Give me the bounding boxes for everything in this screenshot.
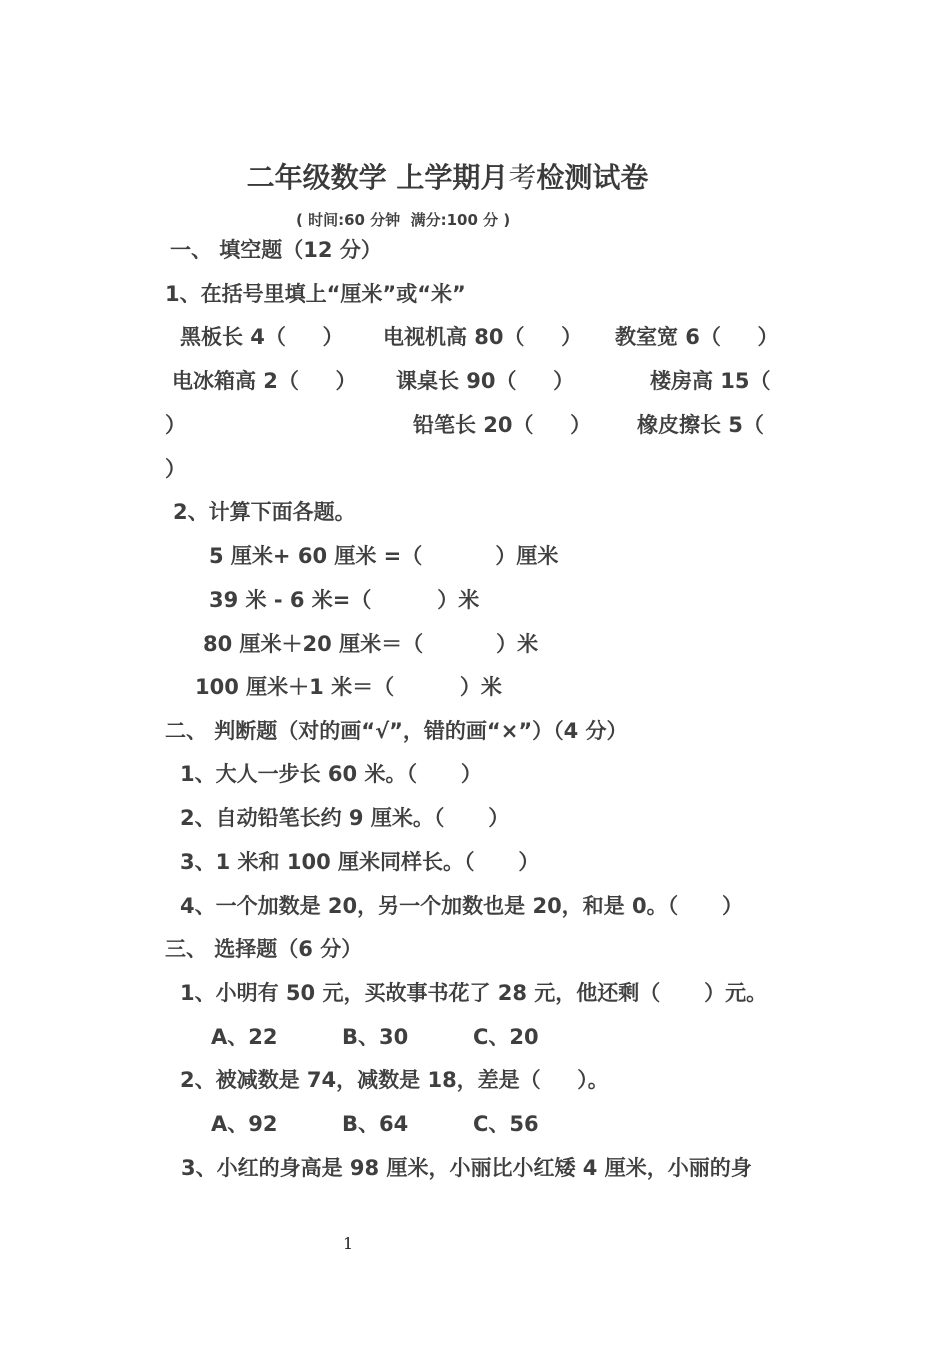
judge-item: 4、一个加数是 20，另一个加数也是 20，和是 0。（ ） <box>180 894 743 918</box>
judge-item: 3、1 米和 100 厘米同样长。（ ） <box>180 850 540 874</box>
judge-item: 2、自动铅笔长约 9 厘米。（ ） <box>180 806 510 830</box>
choice-option: B、64 <box>342 1112 409 1136</box>
fill-item: 课桌长 90（ ） <box>396 369 575 393</box>
section-3-heading: 三、 选择题（6 分） <box>165 937 363 961</box>
fill-item: 教室宽 6（ ） <box>615 325 779 349</box>
choice-question: 2、被减数是 74，减数是 18，差是（ ）。 <box>180 1068 609 1092</box>
section-2-heading: 二、 判断题（对的画“√”，错的画“×”）（4 分） <box>165 719 628 743</box>
calc-item: 39 米 - 6 米=（ ）米 <box>209 588 480 612</box>
fill-item: ） <box>165 457 186 481</box>
page-title <box>0 160 895 196</box>
fill-item: 橡皮擦长 5（ <box>637 413 764 437</box>
calc-item: 80 厘米＋20 厘米＝（ ）米 <box>203 632 539 656</box>
fill-item: 铅笔长 20（ ） <box>413 413 592 437</box>
choice-question: 3、小红的身高是 98 厘米，小丽比小红矮 4 厘米，小丽的身 <box>181 1156 752 1180</box>
choice-option: B、30 <box>342 1025 409 1049</box>
fill-item: 楼房高 15（ <box>650 369 771 393</box>
exam-subtitle: ( 时间:60 分钟 满分:100 分 ) <box>296 211 511 229</box>
choice-question: 1、小明有 50 元，买故事书花了 28 元，他还剩（ ）元。 <box>180 981 768 1005</box>
choice-option: C、56 <box>473 1112 539 1136</box>
section-1-heading: 一、 填空题（12 分） <box>170 238 382 262</box>
fill-item: ） <box>165 413 186 437</box>
title-part-1: 二年级数学 上学期月 <box>246 161 509 194</box>
choice-option: A、22 <box>211 1025 278 1049</box>
section-1-q2-prompt: 2、计算下面各题。 <box>173 500 356 524</box>
title-part-3: 检测试卷 <box>536 161 649 194</box>
page-number: 1 <box>343 1234 354 1253</box>
title-part-2: 考 <box>508 161 537 194</box>
choice-option: A、92 <box>211 1112 278 1136</box>
judge-item: 1、大人一步长 60 米。（ ） <box>180 762 482 786</box>
calc-item: 100 厘米＋1 米＝（ ）米 <box>195 675 502 699</box>
section-1-q1-prompt: 1、在括号里填上“厘米”或“米” <box>165 282 466 306</box>
calc-item: 5 厘米+ 60 厘米 =（ ）厘米 <box>209 544 559 568</box>
choice-option: C、20 <box>473 1025 539 1049</box>
fill-item: 黑板长 4（ ） <box>180 325 344 349</box>
fill-item: 电冰箱高 2（ ） <box>172 369 357 393</box>
fill-item: 电视机高 80（ ） <box>383 325 583 349</box>
